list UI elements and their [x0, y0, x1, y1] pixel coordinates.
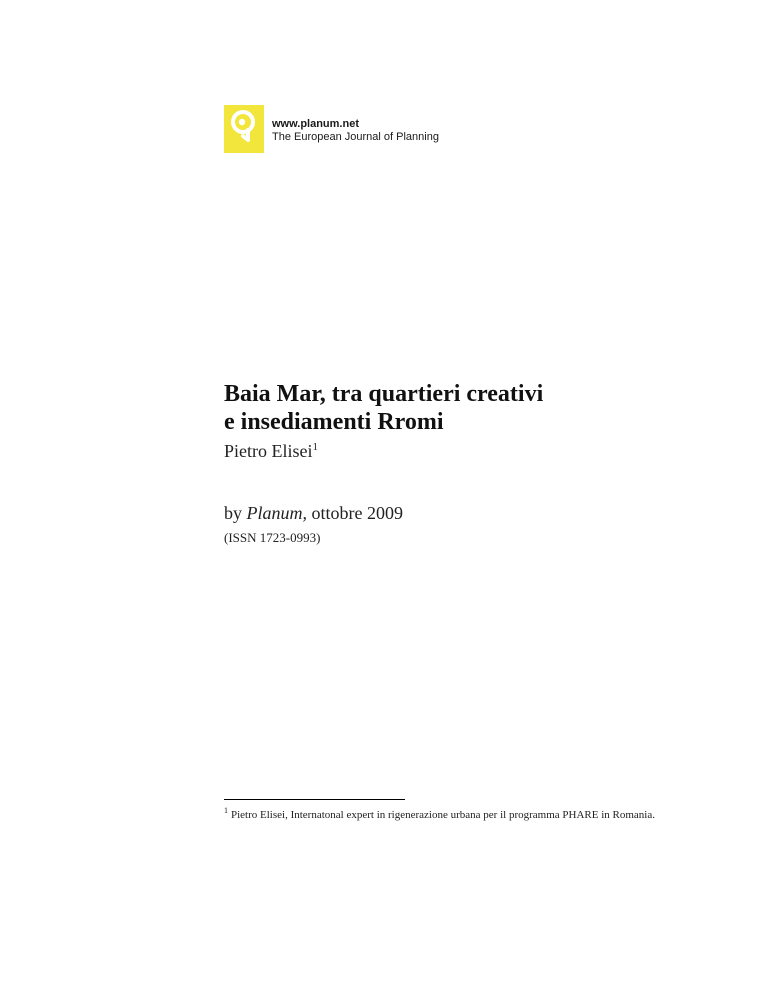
- publication-line: [224, 502, 403, 524]
- site-tagline: The European Journal of Planning: [272, 131, 439, 143]
- header-text: [272, 118, 439, 144]
- author-name: Pietro Elisei: [224, 441, 313, 461]
- journal-name: Planum,: [246, 503, 307, 523]
- footnote: [224, 807, 674, 824]
- footnote-text: Pietro Elisei, Internatonal expert in rigenerazione urbana per il programma PHARE in Romania.: [231, 809, 655, 821]
- footnote-marker: 1: [224, 806, 228, 816]
- author-line: [224, 440, 318, 462]
- journal-header: [224, 105, 439, 153]
- article-title: [224, 380, 543, 436]
- site-url[interactable]: www.planum.net: [272, 118, 359, 130]
- footnote-divider: [224, 799, 405, 800]
- pub-date: ottobre 2009: [307, 503, 403, 523]
- author-footnote-ref[interactable]: 1: [312, 441, 318, 453]
- issn: (ISSN 1723-0993): [224, 530, 321, 545]
- pub-by: by: [224, 503, 247, 523]
- article-title-line-1: Baia Mar, tra quartieri creativi: [224, 381, 544, 407]
- planum-logo-icon: [224, 105, 264, 153]
- article-title-line-2: e insediamenti Rromi: [224, 409, 444, 435]
